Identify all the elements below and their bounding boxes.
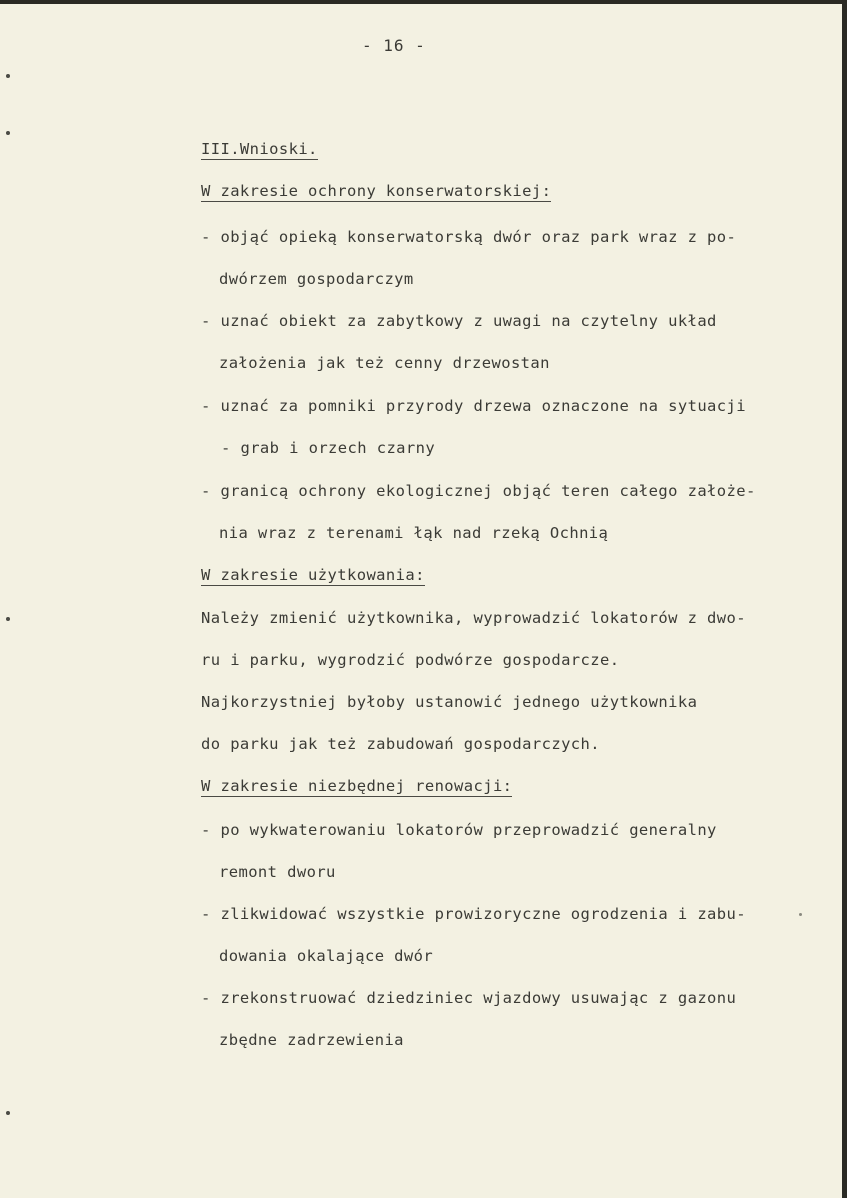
section-title: III.Wnioski. — [201, 140, 318, 158]
renovation-line: zbędne zadrzewienia — [219, 1031, 404, 1049]
punch-mark — [6, 1111, 10, 1115]
punch-mark — [6, 74, 10, 78]
usage-line: do parku jak też zabudowań gospodarczych. — [201, 735, 601, 753]
renovation-heading: W zakresie niezbędnej renowacji: — [201, 777, 513, 795]
paper-speck — [799, 913, 802, 916]
conservation-line: nia wraz z terenami łąk nad rzeką Ochnią — [219, 524, 609, 542]
punch-mark — [6, 617, 10, 621]
conservation-line: założenia jak też cenny drzewostan — [219, 354, 550, 372]
conservation-line: dwórzem gospodarczym — [219, 270, 414, 288]
conservation-line: - uznać obiekt za zabytkowy z uwagi na czytelny układ — [201, 312, 717, 330]
conservation-line: - granicą ochrony ekologicznej objąć teren całego założe- — [201, 482, 756, 500]
renovation-line: remont dworu — [219, 863, 336, 881]
scan-edge-top — [0, 0, 847, 4]
conservation-line: - uznać za pomniki przyrody drzewa oznaczone na sytuacji — [201, 397, 746, 415]
punch-mark — [6, 131, 10, 135]
scan-edge-right — [842, 0, 847, 1198]
conservation-line: - objąć opieką konserwatorską dwór oraz park wraz z po- — [201, 228, 737, 246]
usage-line: Należy zmienić użytkownika, wyprowadzić lokatorów z dwo- — [201, 609, 746, 627]
usage-line: Najkorzystniej byłoby ustanowić jednego użytkownika — [201, 693, 698, 711]
usage-line: ru i parku, wygrodzić podwórze gospodarcze. — [201, 651, 620, 669]
renovation-line: - zrekonstruować dziedziniec wjazdowy usuwając z gazonu — [201, 989, 737, 1007]
page-number: - 16 - — [362, 36, 426, 55]
conservation-line: - grab i orzech czarny — [221, 439, 436, 457]
renovation-line: - po wykwaterowaniu lokatorów przeprowadzić generalny — [201, 821, 717, 839]
renovation-line: dowania okalające dwór — [219, 947, 434, 965]
conservation-heading: W zakresie ochrony konserwatorskiej: — [201, 182, 552, 200]
usage-heading: W zakresie użytkowania: — [201, 566, 425, 584]
renovation-line: - zlikwidować wszystkie prowizoryczne ogrodzenia i zabu- — [201, 905, 746, 923]
